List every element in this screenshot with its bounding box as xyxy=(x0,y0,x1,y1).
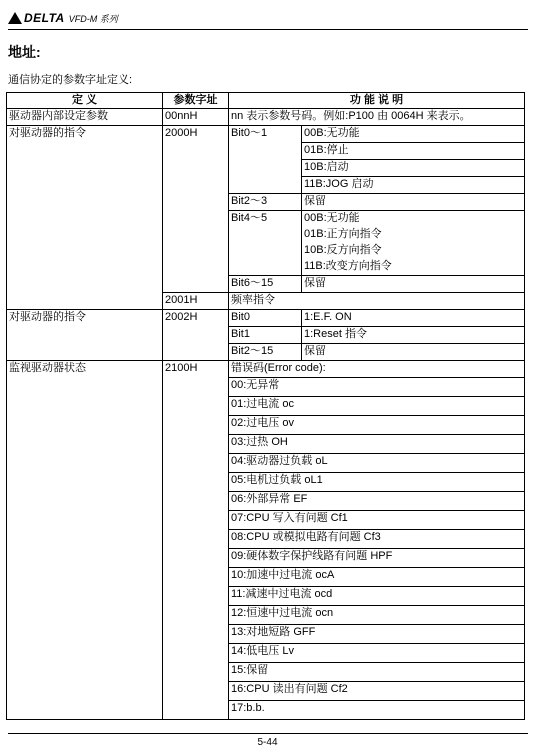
page-header xyxy=(8,8,528,30)
bit-value: 00B:无功能 xyxy=(302,126,525,143)
table-header-row xyxy=(7,93,525,109)
error-code-item: 02:过电压 ov xyxy=(229,416,525,435)
page-number: 5-44 xyxy=(257,737,278,748)
header-address: 参数字址 xyxy=(163,93,229,109)
bit-label: Bit6～15 xyxy=(229,276,302,293)
error-code-item: 11:减速中过电流 ocd xyxy=(229,587,525,606)
error-code-item: 09:硬体数字保护线路有问题 HPF xyxy=(229,549,525,568)
bit-value: 保留 xyxy=(302,344,525,361)
row-address: 2000H xyxy=(163,126,229,293)
bit-label: Bit0～1 xyxy=(229,126,302,194)
error-code-item: 16:CPU 读出有问题 Cf2 xyxy=(229,682,525,701)
table-row xyxy=(7,310,525,327)
row-description: 频率指令 xyxy=(229,293,525,310)
bit-label: Bit4～5 xyxy=(229,211,302,276)
row-address: 00nnH xyxy=(163,109,229,126)
row-definition: 对驱动器的指令 xyxy=(7,126,163,310)
bit-value: 01B:停止 xyxy=(302,143,525,160)
bit-value: 11B:JOG 启动 xyxy=(302,177,525,194)
row-address: 2100H xyxy=(163,361,229,720)
error-code-item: 00:无异常 xyxy=(229,378,525,397)
bit-value: 00B:无功能 xyxy=(302,211,525,228)
bit-label: Bit1 xyxy=(229,327,302,344)
bit-value: 保留 xyxy=(302,276,525,293)
error-code-item: 17:b.b. xyxy=(229,701,525,720)
row-address: 2001H xyxy=(163,293,229,310)
header-divider xyxy=(8,29,528,30)
table-row xyxy=(7,109,525,126)
bit-value: 保留 xyxy=(302,194,525,211)
error-code-item: 07:CPU 写入有问题 Cf1 xyxy=(229,511,525,530)
row-address: 2002H xyxy=(163,310,229,361)
model-series: VFD-M 系列 xyxy=(68,13,118,24)
row-definition: 对驱动器的指令 xyxy=(7,310,163,361)
footer-divider xyxy=(8,733,528,734)
bit-value: 10B:反方向指令 xyxy=(302,243,525,259)
error-code-item: 08:CPU 或模拟电路有问题 Cf3 xyxy=(229,530,525,549)
bit-label: Bit0 xyxy=(229,310,302,327)
intro-text: 通信协定的参数字址定义: xyxy=(8,74,133,86)
brand-name: DELTA xyxy=(24,11,65,25)
address-table xyxy=(6,92,525,720)
error-code-item: 12:恒速中过电流 ocn xyxy=(229,606,525,625)
delta-triangle-icon xyxy=(8,12,22,24)
row-definition: 监视驱动器状态 xyxy=(7,361,163,720)
error-code-item: 01:过电流 oc xyxy=(229,397,525,416)
error-code-item: 05:电机过负载 oL1 xyxy=(229,473,525,492)
error-code-item: 04:驱动器过负载 oL xyxy=(229,454,525,473)
delta-logo xyxy=(8,11,118,25)
section-title: 地址: xyxy=(8,44,41,60)
header-definition: 定 义 xyxy=(7,93,163,109)
bit-value: 01B:正方向指令 xyxy=(302,227,525,243)
error-code-item: 13:对地短路 GFF xyxy=(229,625,525,644)
bit-value: 1:Reset 指令 xyxy=(302,327,525,344)
error-code-item: 15:保留 xyxy=(229,663,525,682)
bit-value: 10B:启动 xyxy=(302,160,525,177)
error-code-item: 06:外部异常 EF xyxy=(229,492,525,511)
error-code-title: 错误码(Error code): xyxy=(229,361,525,378)
error-code-item: 10:加速中过电流 ocA xyxy=(229,568,525,587)
header-function: 功 能 说 明 xyxy=(229,93,525,109)
table-row xyxy=(7,126,525,143)
bit-value: 11B:改变方向指令 xyxy=(302,259,525,276)
error-code-item: 14:低电压 Lv xyxy=(229,644,525,663)
bit-label: Bit2～3 xyxy=(229,194,302,211)
row-description: nn 表示参数号码。例如:P100 由 0064H 来表示。 xyxy=(229,109,525,126)
error-code-item: 03:过热 OH xyxy=(229,435,525,454)
bit-value: 1:E.F. ON xyxy=(302,310,525,327)
bit-label: Bit2～15 xyxy=(229,344,302,361)
row-definition: 驱动器内部设定参数 xyxy=(7,109,163,126)
table-row xyxy=(7,361,525,378)
